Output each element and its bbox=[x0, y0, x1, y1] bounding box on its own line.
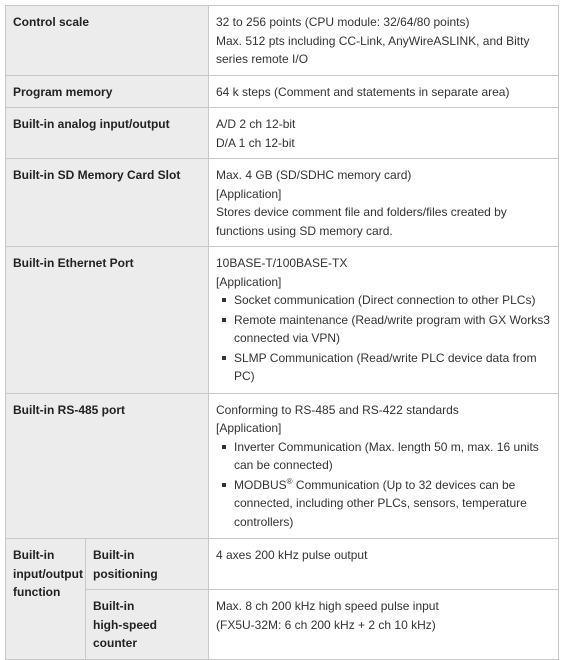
value-line: A/D 2 ch 12-bit bbox=[216, 117, 296, 131]
row-value-program-memory bbox=[209, 75, 559, 108]
value-line: [Application] bbox=[216, 274, 282, 289]
list-item: Inverter Communication (Max. length 50 m, max. 16 units can be connected) bbox=[216, 438, 551, 475]
table-row bbox=[6, 539, 559, 590]
table-row bbox=[6, 247, 559, 394]
application-list bbox=[216, 438, 551, 532]
sub-label-high-speed-counter bbox=[86, 590, 209, 660]
value-line: Max. 8 ch 200 kHz high speed pulse input bbox=[216, 599, 439, 613]
modbus-description: Communication (Up to 32 devices can be connected, including other PLCs, sensors, temperature controllers) bbox=[234, 477, 527, 529]
row-label-program-memory: Program memory bbox=[6, 75, 209, 108]
value-line: [Application] bbox=[216, 421, 282, 435]
value-line: 32 to 256 points (CPU module: 32/64/80 points) bbox=[216, 15, 470, 29]
table-row bbox=[6, 75, 559, 108]
label-line: high-speed counter bbox=[93, 617, 158, 650]
list-item: SLMP Communication (Read/write PLC device data from PC) bbox=[216, 349, 551, 386]
label-line: Built-in bbox=[93, 599, 135, 613]
value-line: (FX5U-32M: 6 ch 200 kHz + 2 ch 10 kHz) bbox=[216, 617, 436, 632]
row-value-ethernet bbox=[209, 247, 559, 394]
table-row bbox=[6, 108, 559, 159]
row-value-control-scale bbox=[209, 6, 559, 76]
table-row bbox=[6, 6, 559, 76]
value-line: Max. 512 pts including CC-Link, AnyWireASLINK, and Bitty series remote I/O bbox=[216, 33, 530, 66]
list-item bbox=[216, 476, 551, 532]
row-value-analog-io bbox=[209, 108, 559, 159]
table-row bbox=[6, 159, 559, 247]
value-line: Max. 4 GB (SD/SDHC memory card) bbox=[216, 168, 412, 182]
table-row bbox=[6, 590, 559, 660]
row-value-positioning bbox=[209, 539, 559, 590]
value-line: [Application] bbox=[216, 186, 282, 201]
row-label-control-scale: Control scale bbox=[6, 6, 209, 76]
modbus-label: MODBUS bbox=[234, 477, 287, 492]
spec-table bbox=[5, 5, 559, 660]
row-label-rs485: Built-in RS-485 port bbox=[6, 393, 209, 539]
list-item: Socket communication (Direct connection to other PLCs) bbox=[216, 291, 551, 310]
value-line: 64 k steps (Comment and statements in separate area) bbox=[216, 84, 510, 99]
row-label-sd-slot: Built-in SD Memory Card Slot bbox=[6, 159, 209, 247]
row-value-high-speed-counter bbox=[209, 590, 559, 660]
list-item: Remote maintenance (Read/write program with GX Works3 connected via VPN) bbox=[216, 311, 551, 348]
value-line: 10BASE-T/100BASE-TX bbox=[216, 256, 348, 270]
sub-label-positioning: Built-in positioning bbox=[86, 539, 209, 590]
row-label-io-function: Built-in input/output function bbox=[6, 539, 86, 660]
row-label-analog-io: Built-in analog input/output bbox=[6, 108, 209, 159]
value-line: 4 axes 200 kHz pulse output bbox=[216, 548, 368, 562]
table-row bbox=[6, 393, 559, 539]
application-list bbox=[216, 291, 551, 386]
value-line: Stores device comment file and folders/files created by functions using SD memory card. bbox=[216, 205, 507, 238]
registered-mark: ® bbox=[286, 476, 293, 486]
row-value-sd-slot bbox=[209, 159, 559, 247]
value-line: Conforming to RS-485 and RS-422 standards bbox=[216, 402, 459, 417]
row-value-rs485 bbox=[209, 393, 559, 539]
value-line: D/A 1 ch 12-bit bbox=[216, 135, 295, 150]
row-label-ethernet: Built-in Ethernet Port bbox=[6, 247, 209, 394]
